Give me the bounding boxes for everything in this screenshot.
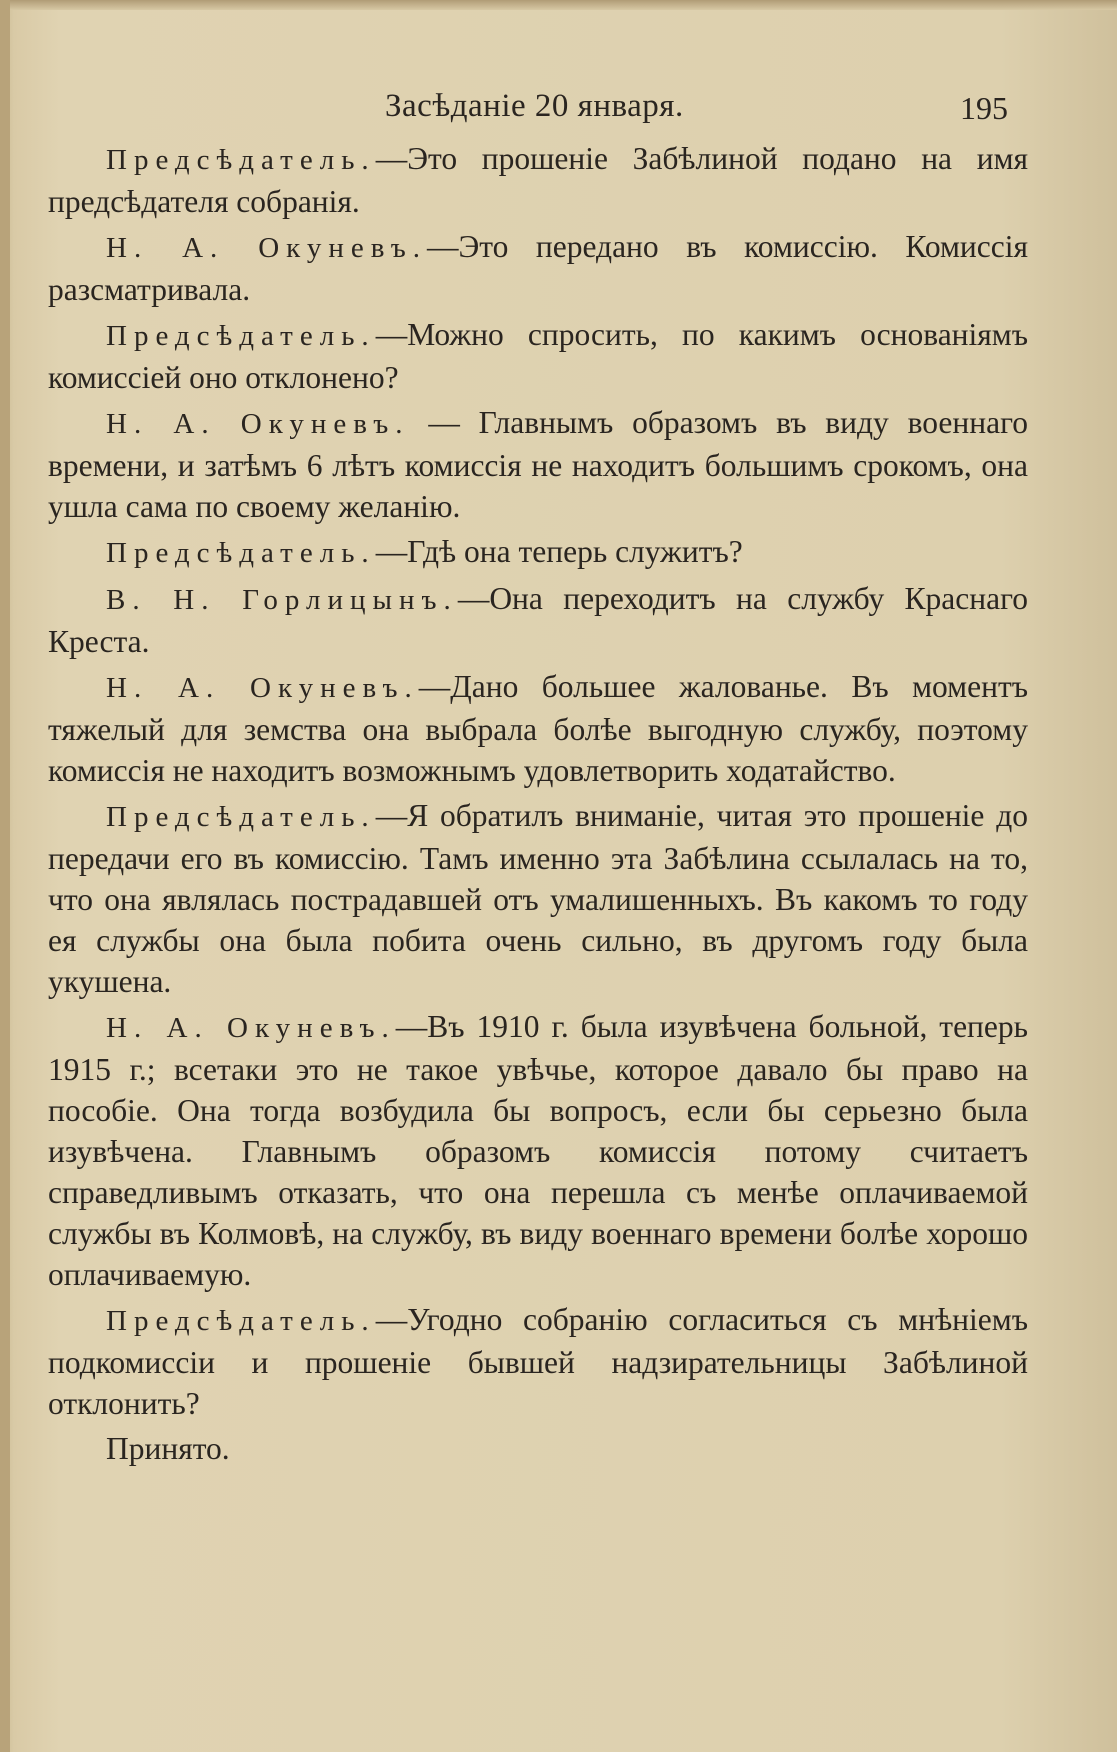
- paragraph-text: —Въ 1910 г. была изувѣчена больной, теперь 1915 г.; всетаки это не такое увѣчье, которое давало бы право на пособіе. Она тогда возбудила бы вопросъ, если бы серьезно была изувѣчена. Главнымъ образомъ комиссія потому считаетъ справедливымъ отказать, что она перешла съ менѣе оплачиваемой службы въ Колмовѣ, на службу, въ виду военнаго времени болѣе хорошо оплачиваемую.: [48, 1009, 1028, 1292]
- paragraph: [48, 531, 1028, 574]
- paragraph-text: —Она переходитъ на службу Краснаго Креста.: [48, 581, 1028, 659]
- speaker-name: Н. А. Окуневъ.: [106, 1012, 396, 1044]
- paragraph: [48, 795, 1028, 1002]
- paragraph: [48, 578, 1028, 662]
- paragraph: [48, 314, 1028, 398]
- paragraph-text: — Главнымъ образомъ въ виду военнаго времени, и затѣмъ 6 лѣтъ комиссія не находитъ большимъ срокомъ, она ушла сама по своему желанію.: [48, 405, 1028, 524]
- page-header: [0, 88, 1117, 128]
- paragraph-text: —Это передано въ комиссію. Комиссія разсматривала.: [48, 229, 1028, 307]
- speaker-name: Предсѣдатель.: [106, 1305, 376, 1337]
- paragraph: [48, 1299, 1028, 1424]
- speaker-name: Н. А. Окуневъ.: [106, 232, 427, 264]
- speaker-name: Н. А. Окуневъ.: [106, 672, 419, 704]
- paragraph: [48, 226, 1028, 310]
- paragraph-text: —Гдѣ она теперь служитъ?: [375, 534, 743, 569]
- page-binding-edge: [0, 0, 10, 1752]
- paragraph-text: —Это прошеніе Забѣлиной подано на имя предсѣдателя собранія.: [48, 141, 1028, 219]
- paragraph-text: —Дано большее жалованье. Въ моментъ тяжелый для земства она выбрала болѣе выгодную службу, поэтому комиссія не находитъ возможнымъ удовлетворить ходатайство.: [48, 669, 1028, 788]
- page-top-edge: [0, 0, 1117, 10]
- paragraph-text: —Можно спросить, по какимъ основаніямъ комиссіей оно отклонено?: [48, 317, 1028, 395]
- speaker-name: Н. А. Окуневъ.: [106, 408, 410, 440]
- paragraph-text: Принято.: [106, 1431, 230, 1466]
- speaker-name: Предсѣдатель.: [106, 801, 376, 833]
- paragraph: [48, 666, 1028, 791]
- body-text: [48, 138, 1028, 1473]
- speaker-name: Предсѣдатель.: [106, 144, 376, 176]
- paragraph-text: —Угодно собранію согласиться съ мнѣніемъ подкомиссіи и прошеніе бывшей надзирательницы Забѣлиной отклонить?: [48, 1302, 1028, 1421]
- speaker-name: Предсѣдатель.: [106, 320, 376, 352]
- paragraph: [48, 402, 1028, 527]
- paragraph-text: —Я обратилъ вниманіе, читая это прошеніе до передачи его въ комиссію. Тамъ именно эта Забѣлина ссылалась на то, что она являлась пострадавшей отъ умалишенныхъ. Въ какомъ то году ея службы она была побита очень сильно, въ другомъ году была укушена.: [48, 798, 1028, 999]
- page-number: 195: [960, 90, 1008, 126]
- running-title: Засѣданіе 20 января.: [385, 88, 684, 124]
- paragraph-accepted: [48, 1428, 1028, 1469]
- speaker-name: В. Н. Горлицынъ.: [106, 584, 458, 616]
- paragraph: [48, 138, 1028, 222]
- paragraph: [48, 1006, 1028, 1295]
- speaker-name: Предсѣдатель.: [106, 537, 376, 569]
